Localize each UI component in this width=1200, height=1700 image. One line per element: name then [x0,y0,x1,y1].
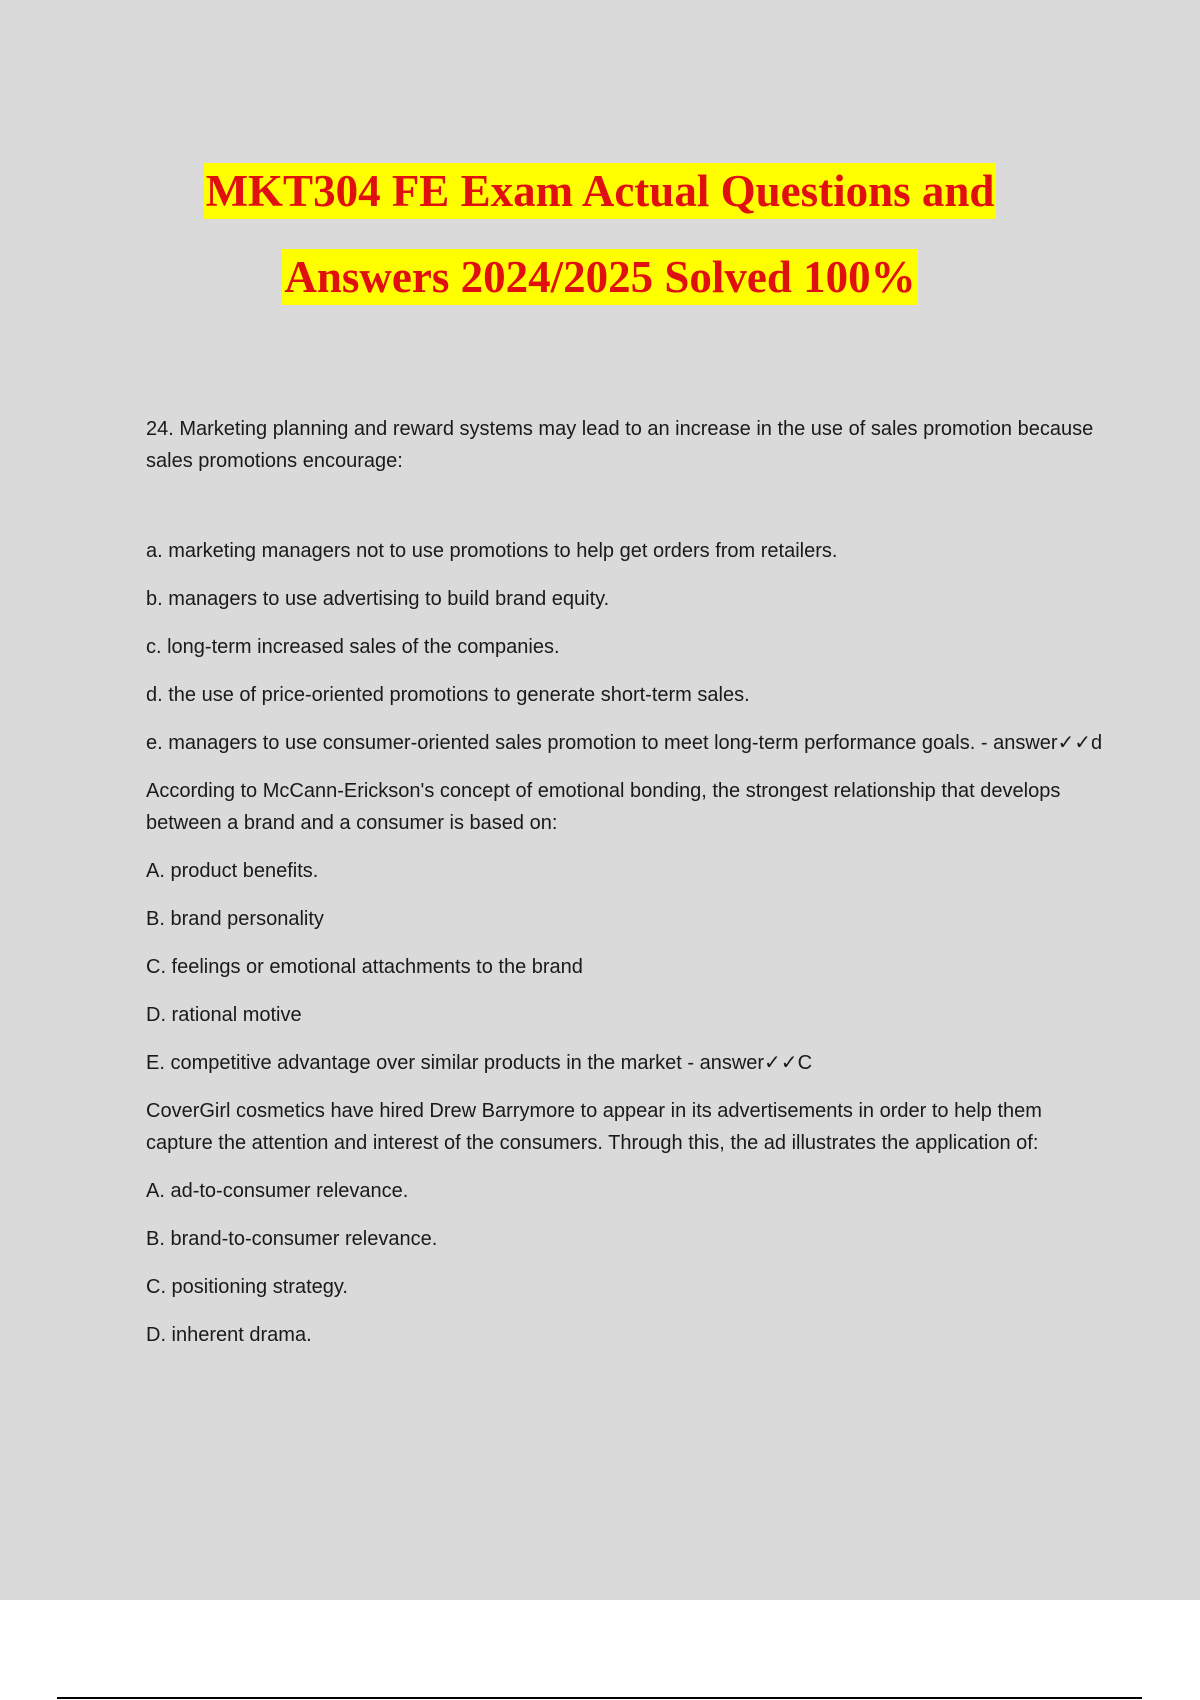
question-covergirl-option-a: A. ad-to-consumer relevance. [146,1180,409,1202]
bottom-divider [57,1697,1142,1699]
question-emotional-bonding-option-d: D. rational motive [146,1004,302,1026]
question-24-option-e-answer: e. managers to use consumer-oriented sales promotion to meet long-term performance goals. - answer✓✓d [146,732,1103,754]
document-title [0,163,1200,305]
question-emotional-bonding-option-e-answer: E. competitive advantage over similar products in the market - answer✓✓C [146,1052,813,1074]
question-emotional-bonding-text: According to McCann-Erickson's concept of emotional bonding, the strongest relationship that develops between a brand and a consumer is based on: [146,780,1061,834]
question-covergirl-option-d: D. inherent drama. [146,1324,312,1346]
title-line-2: Answers 2024/2025 Solved 100% [282,249,917,305]
question-24-option-a: a. marketing managers not to use promotions to help get orders from retailers. [146,540,838,562]
question-24-option-b: b. managers to use advertising to build brand equity. [146,588,610,610]
title-line-1: MKT304 FE Exam Actual Questions and [204,163,997,219]
document-body [146,413,1106,1367]
question-covergirl-option-b: B. brand-to-consumer relevance. [146,1228,438,1250]
question-covergirl-option-c: C. positioning strategy. [146,1276,348,1298]
question-emotional-bonding-option-c: C. feelings or emotional attachments to the brand [146,956,583,978]
question-emotional-bonding-option-b: B. brand personality [146,908,324,930]
question-covergirl-text: CoverGirl cosmetics have hired Drew Barrymore to appear in its advertisements in order to help them capture the attention and interest of the consumers. Through this, the ad illustrates the application of: [146,1100,1042,1154]
question-24-text: 24. Marketing planning and reward systems may lead to an increase in the use of sales promotion because sales promotions encourage: [146,418,1094,472]
question-emotional-bonding-option-a: A. product benefits. [146,860,319,882]
question-24-option-c: c. long-term increased sales of the companies. [146,636,560,658]
question-24-option-d: d. the use of price-oriented promotions to generate short-term sales. [146,684,750,706]
